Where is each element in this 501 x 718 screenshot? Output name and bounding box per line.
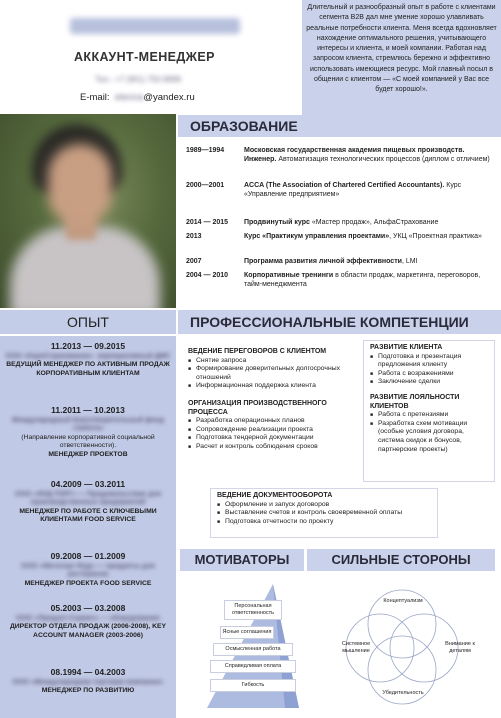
email-domain: @yandex.ru xyxy=(143,92,195,103)
motivator-item: Ясные соглашения xyxy=(220,626,274,639)
motivator-item: Гибкость xyxy=(210,679,296,692)
phone-row xyxy=(95,75,181,84)
education-item: 2007 Программа развития личной эффективности, LMI xyxy=(186,258,418,265)
experience-item: 05.2003 — 03.2008 ООО «Продукт-Сервис» — оборудование ДИРЕКТОР ОТДЕЛА ПРОДАЖ (2006-2008), KEY ACCOUNT MANAGER (2003-2006) xyxy=(9,603,167,639)
strength-item: Системное мышление xyxy=(341,641,371,654)
strengths-header: СИЛЬНЫЕ СТОРОНЫ xyxy=(307,549,495,571)
about-text: Длительный и разнообразный опыт в работе с клиентами сегмента B2B дал мне умение хорошо улавливать реальные потребности клиента. Меня всегда вдохновляет нахождение оптимального решения, учитывающего интересы и клиента, и моей компании. Работая над запросом клиента, стремлюсь бережно и эффективно использовать имеющиеся ресурс. Мой главный посыл в общении с клиентом — «С моей компанией у Вас все будет хорошо!». xyxy=(302,0,501,117)
experience-item: 08.1994 — 04.2003 ООО «Международная торговая компания» МЕНЕДЖЕР ПО РАЗВИТИЮ xyxy=(12,667,164,695)
experience-column xyxy=(0,336,176,718)
email-row xyxy=(80,92,195,103)
strength-item: Убедительность xyxy=(382,690,424,696)
job-title: АККАУНТ-МЕНЕДЖЕР xyxy=(74,50,215,64)
education-item: 2013 Курс «Практикум управления проектами», УКЦ «Проектная практика» xyxy=(186,233,482,240)
motivator-item: Персональная ответственность xyxy=(224,600,282,620)
competency-group-right: РАЗВИТИЕ КЛИЕНТА ■ Подготовка и презентация предложения клиенту ■ Работа с возражениями ■ Заключение сделки РАЗВИТИЕ ЛОЯЛЬНОСТИ КЛИЕНТОВ ■ Работа с претензиями ■ Разработка схем мотивации (особые условия договора, система скидок и бонусов, партнерские проекты) xyxy=(363,340,495,482)
strength-item: Внимание к деталям xyxy=(445,641,475,654)
education-item: 2004 — 2010 Корпоративные тренинги в области продаж, маркетинга, переговоров, тайм-менеджмента xyxy=(186,272,481,288)
profile-photo xyxy=(0,114,176,308)
phone-number: Тел.: +7 (901) 750-9999 xyxy=(95,75,182,84)
motivator-item: Справедливая оплата xyxy=(210,660,296,673)
experience-item: 09.2008 — 01.2009 ООО «Мегаторг-Фуд» — продукты для ресторанов МЕНЕДЖЕР ПРОЕКТА FOOD SERVICE xyxy=(21,551,155,587)
candidate-name xyxy=(70,18,240,34)
education-item: 2014 — 2015 Продвинутый курс «Мастер продаж», АльфаСтрахование xyxy=(186,219,439,226)
experience-item: 04.2009 — 03.2011 ООО «ФУД-ТОРГ» — Продовольствие для производственных предприятий МЕНЕДЖЕР ПО РАБОТЕ С КЛЮЧЕВЫМИ КЛИЕНТАМИ FOOD SERVICE xyxy=(15,479,161,524)
experience-item: 11.2013 — 09.2015 ООО «КорпСтрахование» корпоративный ДМС ВЕДУЩИЙ МЕНЕДЖЕР ПО АКТИВНЫМ ПРОДАЖ КОРПОРАТИВНЫМ КЛИЕНТАМ xyxy=(5,341,171,377)
email-username: elenna xyxy=(112,92,144,103)
email-label: E-mail: xyxy=(80,92,110,103)
education-item: 1989—1994 Московская государственная академия пищевых производств. Инженер. Автоматизация технологических процессов (диплом с отличием) xyxy=(186,147,490,163)
motivators-header: МОТИВАТОРЫ xyxy=(180,549,304,571)
competency-group-left: ВЕДЕНИЕ ПЕРЕГОВОРОВ С КЛИЕНТОМ ■ Снятие запроса ■ Формирование доверительных долгосрочных отношений ■ Информационная поддержка клиента ОРГАНИЗАЦИЯ ПРОИЗВОДСТВЕННОГО ПРОЦЕССА ■ Разработка операционных планов ■ Сопровождение реализации проекта ■ Подготовка тендерной документации ■ Расчет и контроль соблюдения сроков xyxy=(182,345,360,480)
strength-item: Концептуализм xyxy=(383,598,423,604)
experience-header: ОПЫТ xyxy=(0,310,176,334)
education-header: ОБРАЗОВАНИЕ xyxy=(178,115,501,137)
motivator-item: Осмысленная работа xyxy=(213,643,293,656)
competency-group-docs: ВЕДЕНИЕ ДОКУМЕНТООБОРОТА ■ Оформление и запуск договоров ■ Выставление счетов и контроль своевременной оплаты ■ Подготовка отчетности по проекту xyxy=(210,488,438,538)
education-item: 2000—2001 ACCA (The Association of Chartered Certified Accountants). Курс «Управление предприятием» xyxy=(186,182,462,198)
experience-item: 11.2011 — 10.2013 Международный благотворительный фонд «Забота» (Направление корпоративной социальной ответственности). МЕНЕДЖЕР ПРОЕКТОВ xyxy=(12,405,164,458)
competencies-header: ПРОФЕССИОНАЛЬНЫЕ КОМПЕТЕНЦИИ xyxy=(178,310,501,334)
